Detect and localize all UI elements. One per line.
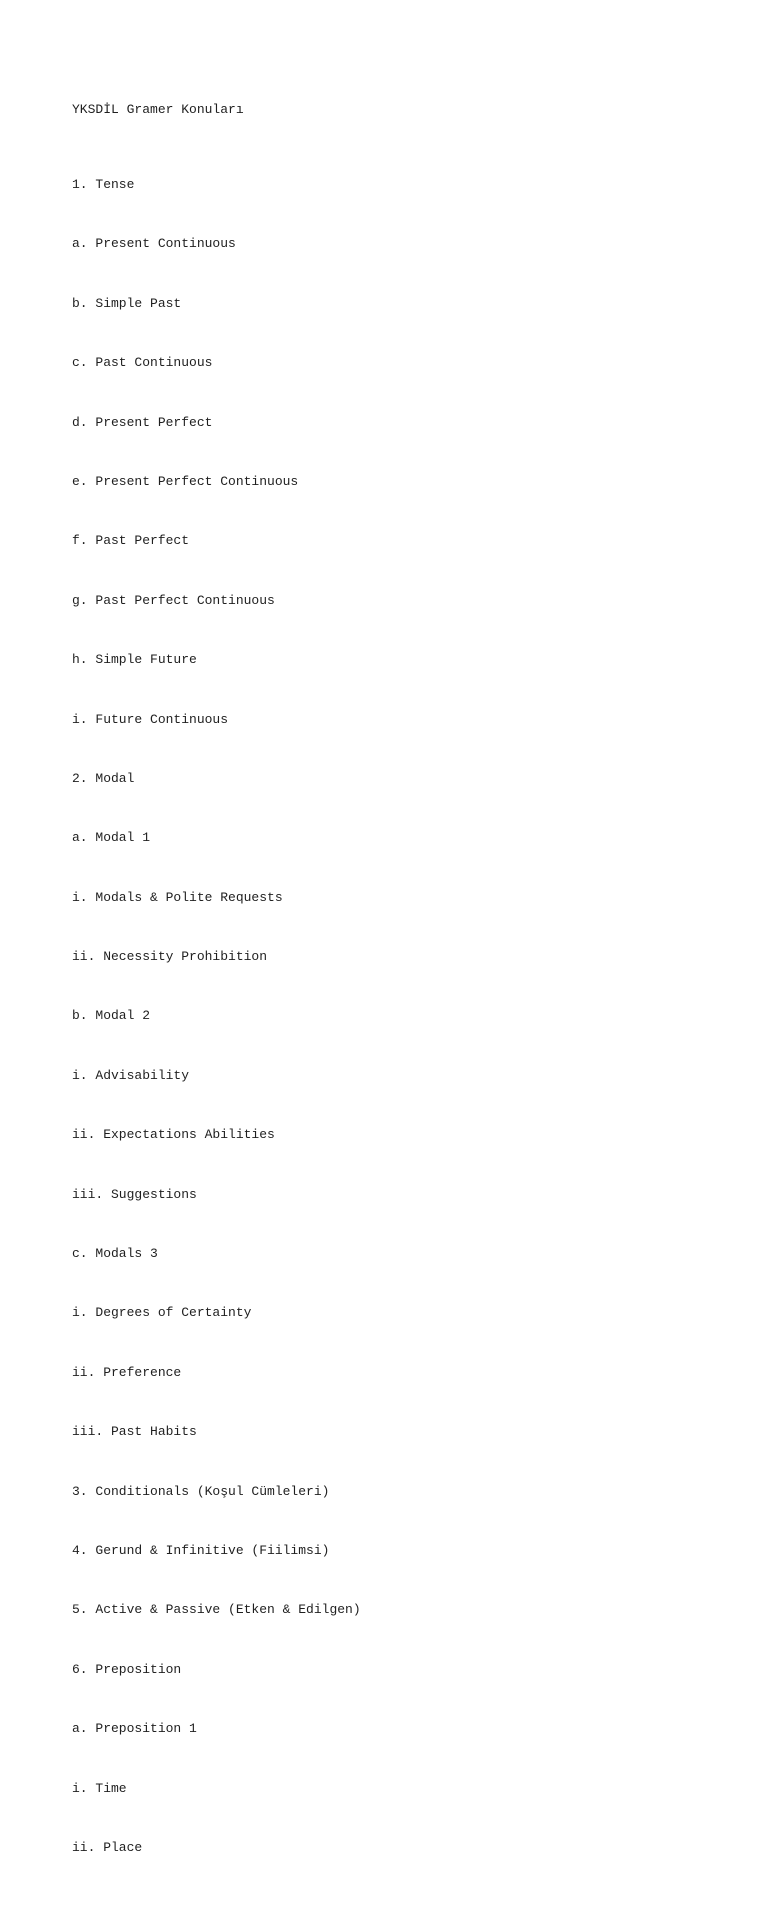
topic-line: h. Simple Future bbox=[72, 652, 197, 668]
topic-line: c. Past Continuous bbox=[72, 355, 213, 371]
topic-line: c. Modals 3 bbox=[72, 1246, 158, 1262]
topic-line: 2. Modal bbox=[72, 770, 135, 786]
topic-line: d. Present Perfect bbox=[72, 414, 213, 430]
topic-line: g. Past Perfect Continuous bbox=[72, 592, 275, 608]
topic-line: 4. Gerund & Infinitive (Fiilimsi) bbox=[72, 1542, 330, 1558]
topic-line: e. Present Perfect Continuous bbox=[72, 473, 299, 489]
topic-line: 1. Tense bbox=[72, 177, 135, 192]
topic-line: 3. Conditionals (Koşul Cümleleri) bbox=[72, 1483, 330, 1499]
topic-line: i. Future Continuous bbox=[72, 711, 229, 727]
topic-line: iii. Past Habits bbox=[72, 1424, 197, 1440]
document-title: YKSDİL Gramer Konuları bbox=[72, 102, 244, 117]
topic-line: 6. Preposition bbox=[72, 1661, 182, 1677]
topic-line: i. Advisability bbox=[72, 1067, 190, 1083]
topic-line: i. Degrees of Certainty bbox=[72, 1305, 252, 1321]
topic-line: b. Simple Past bbox=[72, 295, 182, 311]
topic-line: iii. Suggestions bbox=[72, 1186, 197, 1202]
topic-line: ii. Preference bbox=[72, 1364, 182, 1380]
topic-line: ii. Place bbox=[72, 1839, 143, 1855]
topic-line: a. Present Continuous bbox=[72, 236, 236, 252]
topic-list bbox=[72, 147, 692, 1899]
topic-line: f. Past Perfect bbox=[72, 533, 190, 549]
topic-line: ii. Expectations Abilities bbox=[72, 1127, 275, 1143]
topic-line: ii. Necessity Prohibition bbox=[72, 949, 268, 965]
document-body bbox=[72, 72, 692, 1929]
topic-line: b. Modal 2 bbox=[72, 1008, 151, 1024]
topic-line: a. Preposition 1 bbox=[72, 1721, 197, 1737]
topic-line: i. Time bbox=[72, 1780, 127, 1796]
topic-line: i. Modals & Polite Requests bbox=[72, 889, 283, 905]
topic-line: 5. Active & Passive (Etken & Edilgen) bbox=[72, 1602, 361, 1618]
topic-line: a. Modal 1 bbox=[72, 830, 151, 846]
